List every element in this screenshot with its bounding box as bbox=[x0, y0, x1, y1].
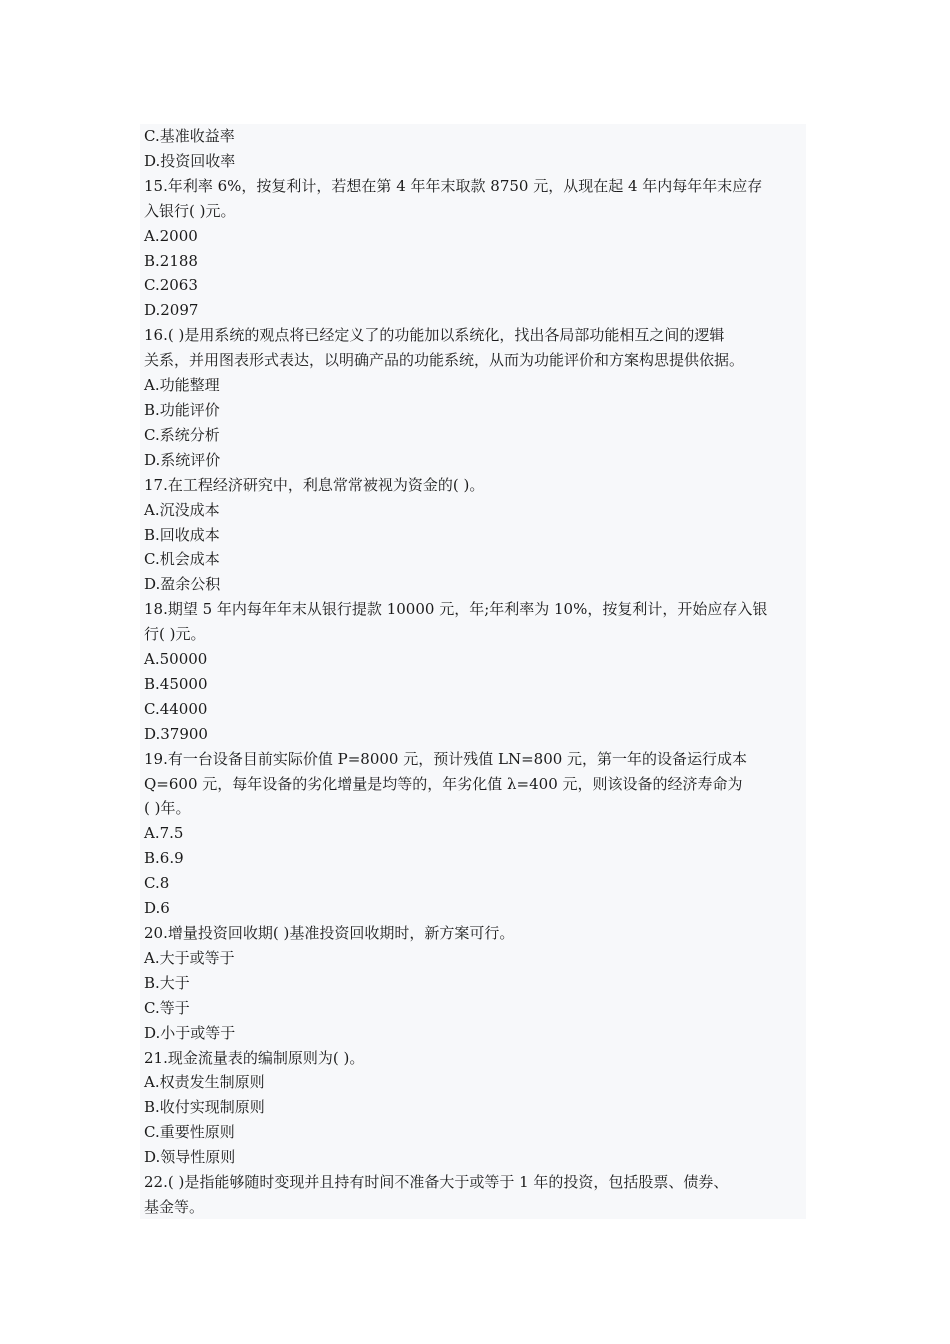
text-line: A.2000 bbox=[144, 226, 198, 245]
text-line: 21.现金流量表的编制原则为( )。 bbox=[144, 1048, 365, 1067]
text-line: C.等于 bbox=[144, 998, 190, 1017]
text-line: 17.在工程经济研究中，利息常常被视为资金的( )。 bbox=[144, 475, 485, 494]
text-line: A.权责发生制原则 bbox=[144, 1073, 265, 1092]
text-line: C.基准收益率 bbox=[144, 127, 235, 145]
text-line: D.37900 bbox=[144, 724, 208, 743]
question-text-block bbox=[140, 124, 806, 1219]
text-line: C.机会成本 bbox=[144, 550, 220, 569]
text-line: C.2063 bbox=[144, 276, 198, 295]
text-line: D.盈余公积 bbox=[144, 575, 221, 594]
text-line: 15.年利率 6%，按复利计，若想在第 4 年年末取款 8750 元，从现在起 4 年内每年年末应存 bbox=[144, 176, 763, 195]
text-line: 20.增量投资回收期( )基准投资回收期时，新方案可行。 bbox=[144, 924, 515, 942]
text-line: 16.( )是用系统的观点将已经定义了的功能加以系统化，找出各局部功能相互之间的逻辑 bbox=[144, 326, 725, 345]
text-line: Q=600 元，每年设备的劣化增量是均等的，年劣化值 λ=400 元，则该设备的经济寿命为 bbox=[144, 774, 743, 793]
text-line: C.重要性原则 bbox=[144, 1123, 235, 1142]
text-line: B.45000 bbox=[144, 674, 208, 693]
text-line: A.沉没成本 bbox=[144, 500, 220, 519]
text-line: B.回收成本 bbox=[144, 525, 220, 544]
text-line: C.44000 bbox=[144, 699, 208, 718]
text-line: B.6.9 bbox=[144, 849, 184, 868]
text-line: D.投资回收率 bbox=[144, 151, 236, 170]
text-line: 行( )元。 bbox=[144, 625, 206, 644]
text-line: D.2097 bbox=[144, 301, 199, 320]
text-line: 18.期望 5 年内每年年末从银行提款 10000 元，年;年利率为 10%，按复利计，开始应存入银 bbox=[144, 600, 768, 619]
text-line: 入银行( )元。 bbox=[144, 201, 236, 220]
text-line: A.大于或等于 bbox=[144, 948, 235, 967]
text-line: C.系统分析 bbox=[144, 425, 220, 444]
text-line: ( )年。 bbox=[144, 799, 191, 818]
text-line: B.功能评价 bbox=[144, 400, 220, 419]
text-line: A.50000 bbox=[144, 650, 208, 669]
text-line: A.功能整理 bbox=[144, 376, 220, 395]
text-line: D.小于或等于 bbox=[144, 1023, 236, 1042]
text-line: A.7.5 bbox=[144, 824, 184, 843]
text-line: 关系，并用图表形式表达，以明确产品的功能系统，从而为功能评价和方案构思提供依据。 bbox=[144, 351, 745, 370]
text-line: 19.有一台设备目前实际价值 P=8000 元，预计残值 LN=800 元，第一年的设备运行成本 bbox=[144, 749, 748, 768]
text-line: B.大于 bbox=[144, 973, 190, 992]
text-line: D.系统评价 bbox=[144, 450, 221, 469]
text-line: B.收付实现制原则 bbox=[144, 1098, 265, 1117]
text-line: 22.( )是指能够随时变现并且持有时间不准备大于或等于 1 年的投资，包括股票、债券、 bbox=[144, 1173, 729, 1192]
text-line: B.2188 bbox=[144, 251, 198, 270]
text-line: 基金等。 bbox=[144, 1197, 205, 1216]
text-line: D.6 bbox=[144, 899, 170, 918]
text-line: D.领导性原则 bbox=[144, 1148, 236, 1167]
text-line: C.8 bbox=[144, 874, 170, 893]
